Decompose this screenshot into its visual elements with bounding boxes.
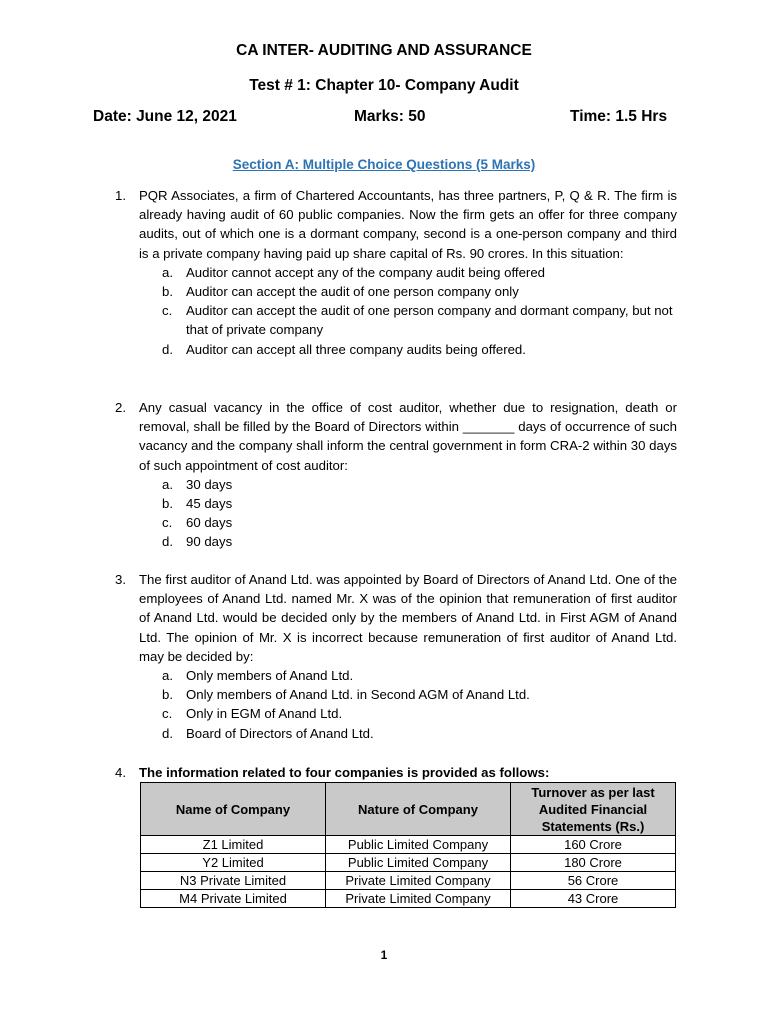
option-c bbox=[162, 513, 677, 532]
test-subtitle: Test # 1: Chapter 10- Company Audit bbox=[249, 77, 519, 94]
option-d bbox=[162, 724, 677, 743]
test-marks: Marks: 50 bbox=[354, 108, 426, 125]
option-text: Auditor can accept the audit of one person company and dormant company, but not that of private company bbox=[186, 303, 673, 338]
option-a bbox=[162, 666, 677, 685]
header-name-of-company: Name of Company bbox=[141, 783, 326, 836]
cell-turnover: 43 Crore bbox=[511, 890, 676, 908]
option-text: 90 days bbox=[186, 534, 233, 550]
cell-company-nature: Private Limited Company bbox=[326, 872, 511, 890]
question-1 bbox=[115, 186, 677, 359]
option-a bbox=[162, 263, 677, 282]
cell-company-nature: Private Limited Company bbox=[326, 890, 511, 908]
option-text: 45 days bbox=[186, 496, 233, 512]
question-number: 1. bbox=[115, 188, 126, 203]
header-turnover: Turnover as per last Audited Financial Statements (Rs.) bbox=[511, 783, 676, 836]
cell-company-name: N3 Private Limited bbox=[141, 872, 326, 890]
option-text: Auditor can accept the audit of one person company only bbox=[186, 284, 519, 300]
option-text: Only in EGM of Anand Ltd. bbox=[186, 706, 343, 722]
table-row bbox=[141, 836, 676, 854]
question-4 bbox=[115, 763, 677, 782]
option-text: 60 days bbox=[186, 515, 233, 531]
option-d bbox=[162, 532, 677, 551]
cell-turnover: 160 Crore bbox=[511, 836, 676, 854]
option-list bbox=[115, 475, 677, 552]
cell-turnover: 56 Crore bbox=[511, 872, 676, 890]
option-letter: a. bbox=[162, 264, 173, 280]
table-row bbox=[141, 854, 676, 872]
question-number: 4. bbox=[115, 765, 126, 780]
option-text: Auditor can accept all three company audits being offered. bbox=[186, 341, 526, 357]
header-nature-of-company: Nature of Company bbox=[326, 783, 511, 836]
option-list bbox=[115, 666, 677, 743]
question-text: Any casual vacancy in the office of cost auditor, whether due to resignation, death or removal, shall be filled by the Board of Directors within _______ days of occurrence of such vacancy and the company shall inform the central government in form CRA-2 within 30 days of such appointment of cost auditor: bbox=[139, 400, 677, 473]
cell-turnover: 180 Crore bbox=[511, 854, 676, 872]
option-text: Only members of Anand Ltd. in Second AGM of Anand Ltd. bbox=[186, 687, 530, 703]
option-letter: b. bbox=[162, 687, 173, 703]
option-text: 30 days bbox=[186, 476, 233, 492]
option-letter: b. bbox=[162, 496, 173, 512]
option-c bbox=[162, 301, 677, 339]
option-c bbox=[162, 704, 677, 723]
option-letter: d. bbox=[162, 534, 173, 550]
cell-company-name: Z1 Limited bbox=[141, 836, 326, 854]
option-letter: c. bbox=[162, 706, 173, 722]
table-row bbox=[141, 890, 676, 908]
option-letter: c. bbox=[162, 515, 173, 531]
cell-company-name: M4 Private Limited bbox=[141, 890, 326, 908]
option-d bbox=[162, 340, 677, 359]
page-number: 1 bbox=[380, 948, 388, 962]
test-time: Time: 1.5 Hrs bbox=[570, 108, 668, 125]
cell-company-name: Y2 Limited bbox=[141, 854, 326, 872]
option-letter: d. bbox=[162, 725, 173, 741]
test-date: Date: June 12, 2021 bbox=[93, 108, 237, 125]
question-text: The first auditor of Anand Ltd. was appointed by Board of Directors of Anand Ltd. One of the employees of Anand Ltd. named Mr. X was of the opinion that remuneration of first auditor of Anand Ltd. would be decided only by the members of Anand Ltd. in First AGM of Anand Ltd. The opinion of Mr. X is incorrect because remuneration of first auditor of Anand Ltd. may be decided by: bbox=[139, 572, 677, 664]
table-header-row bbox=[141, 783, 676, 836]
option-text: Board of Directors of Anand Ltd. bbox=[186, 725, 374, 741]
question-text: The information related to four companies is provided as follows: bbox=[139, 765, 550, 780]
option-b bbox=[162, 282, 677, 301]
option-letter: a. bbox=[162, 476, 173, 492]
company-table bbox=[140, 782, 676, 908]
question-2 bbox=[115, 398, 677, 552]
option-a bbox=[162, 475, 677, 494]
section-title: Section A: Multiple Choice Questions (5 Marks) bbox=[232, 157, 536, 172]
table-row bbox=[141, 872, 676, 890]
option-letter: c. bbox=[162, 303, 173, 319]
option-b bbox=[162, 685, 677, 704]
document-title: CA INTER- AUDITING AND ASSURANCE bbox=[236, 42, 532, 59]
option-letter: b. bbox=[162, 284, 173, 300]
cell-company-nature: Public Limited Company bbox=[326, 854, 511, 872]
question-number: 2. bbox=[115, 400, 126, 415]
option-letter: a. bbox=[162, 668, 173, 684]
option-list bbox=[115, 263, 677, 359]
option-text: Auditor cannot accept any of the company audit being offered bbox=[186, 264, 545, 280]
cell-company-nature: Public Limited Company bbox=[326, 836, 511, 854]
option-b bbox=[162, 494, 677, 513]
question-number: 3. bbox=[115, 572, 126, 587]
option-text: Only members of Anand Ltd. bbox=[186, 668, 354, 684]
question-text: PQR Associates, a firm of Chartered Accountants, has three partners, P, Q & R. The firm is already having audit of 60 public companies. Now the firm gets an offer for three company audits, out of which one is a dormant company, second is a one-person company and third is a private company having paid up share capital of Rs. 90 crores. In this situation: bbox=[139, 188, 677, 261]
question-3 bbox=[115, 570, 677, 743]
option-letter: d. bbox=[162, 341, 173, 357]
